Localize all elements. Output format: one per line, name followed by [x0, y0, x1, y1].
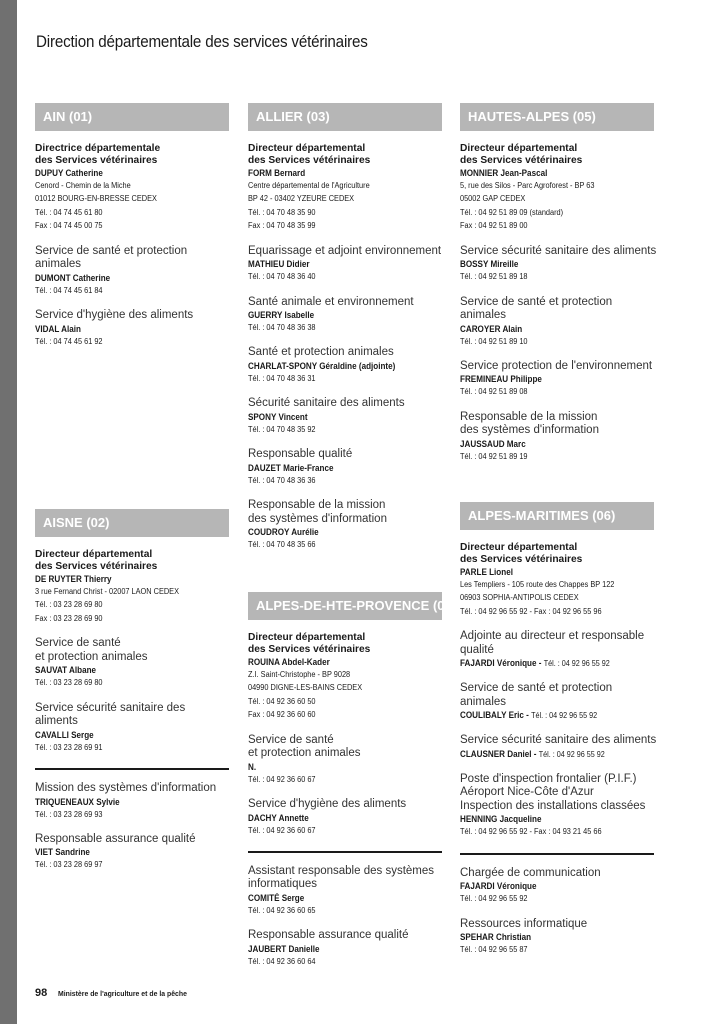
- contact-line: [460, 657, 640, 670]
- service-title-line: Service de santé et protection animales: [460, 682, 613, 708]
- phone: Tél. : 04 70 48 35 66: [248, 540, 316, 550]
- contact-name: COUDROY Aurélie: [248, 527, 319, 538]
- contact-name: CAVALLI Serge: [35, 729, 94, 740]
- phone: Tél. : 04 74 45 61 92: [35, 336, 103, 346]
- phone: Tél. : 04 92 36 60 67: [248, 825, 316, 835]
- page-footer: [35, 987, 198, 999]
- phone: Tél. : 04 92 96 55 92: [460, 894, 528, 904]
- fax: Fax : 04 92 36 60 60: [248, 710, 316, 720]
- section-header-hautes-alpes: HAUTES-ALPES (05): [460, 103, 654, 131]
- service-title-line: Service sécurité sanitaire des aliments: [35, 701, 186, 728]
- service-title: [248, 245, 444, 259]
- phone: Tél. : 04 92 51 89 09 (standard): [460, 207, 564, 217]
- service-title: [460, 296, 660, 323]
- contact-name: FAJARDI Véronique -: [460, 658, 544, 669]
- service-title: [35, 245, 231, 272]
- phone: Tél. : 03 23 28 69 97: [35, 860, 103, 870]
- phone: Tél. : 04 70 48 35 92: [248, 424, 316, 434]
- contact-name: GUERRY Isabelle: [248, 310, 315, 321]
- service-title-line: Ressources informatique: [460, 917, 588, 930]
- address-line: 5, rue des Silos - Parc Agroforest - BP 63: [460, 181, 595, 190]
- separator: [460, 853, 654, 855]
- phone-fax: Tél. : 04 92 96 55 92 - Fax : 04 93 21 45 66: [460, 827, 602, 837]
- service-title-line: Adjointe au directeur et responsable: [460, 630, 645, 643]
- director-title-line: des Services vétérinaires: [460, 554, 583, 565]
- service-title: [248, 448, 444, 462]
- section-aisne: [35, 509, 231, 872]
- service-title: [460, 734, 660, 748]
- phone: Tél. : 04 92 51 89 08: [460, 387, 528, 397]
- service-title-line: des systèmes d'information: [248, 512, 387, 525]
- contact-name: CAROYER Alain: [460, 323, 523, 334]
- phone: Tél. : 03 23 28 69 80: [35, 678, 103, 688]
- phone: Tél. : 03 23 28 69 93: [35, 809, 103, 819]
- service-title-line: Assistant responsable des systèmes: [248, 864, 435, 877]
- phone: Tél. : 04 92 51 89 19: [460, 451, 528, 461]
- address-line: 3 rue Fernand Christ - 02007 LAON CEDEX: [35, 587, 179, 596]
- service-title: [35, 782, 231, 796]
- contact-name: SPONY Vincent: [248, 411, 308, 422]
- service-title: [35, 833, 231, 847]
- contact-line: [460, 709, 640, 722]
- service-title: [248, 296, 444, 310]
- phone: Tél. : 04 70 48 36 31: [248, 373, 316, 383]
- phone: Tél. : 04 92 51 89 18: [460, 272, 528, 282]
- service-title-line: Mission des systèmes d'information: [35, 782, 217, 795]
- left-margin-bar: [0, 0, 17, 1024]
- service-title: [248, 346, 444, 360]
- phone: Tél. : 04 92 96 55 92: [531, 711, 598, 721]
- address-line: BP 42 - 03402 YZEURE CEDEX: [248, 194, 355, 204]
- director-name: DUPUY Catherine: [35, 168, 103, 178]
- page-title: Direction départementale des services vétérinaires: [36, 33, 368, 51]
- service-title: [460, 360, 660, 374]
- service-title: [460, 867, 660, 881]
- service-title-line: Responsable assurance qualité: [248, 929, 409, 942]
- address-line: Les Templiers - 105 route des Chappes BP 122: [460, 580, 615, 589]
- service-title-line: Chargée de communication: [460, 866, 601, 879]
- contact-name: FREMINEAU Philippe: [460, 374, 542, 385]
- phone: Tél. : 04 92 36 60 65: [248, 905, 316, 915]
- fax: Fax : 04 74 45 00 75: [35, 221, 103, 231]
- phone: Tél. : 04 92 96 55 87: [460, 945, 528, 955]
- service-title-line: Service protection de l'environnement: [460, 359, 653, 372]
- service-title-line: et protection animales: [35, 650, 148, 663]
- phone: Tél. : 04 92 96 55 92: [543, 659, 610, 669]
- phone: Tél. : 04 92 96 55 92: [538, 749, 605, 759]
- ministry-name: Ministère de l'agriculture et de la pêche: [58, 989, 187, 998]
- contact-name: SPEHAR Christian: [460, 932, 532, 943]
- service-title-line: qualité: [460, 643, 494, 656]
- phone: Tél. : 04 70 48 36 36: [248, 475, 316, 485]
- service-title-line: Service de santé et protection animales: [460, 295, 613, 322]
- section-alpes-maritimes: [460, 502, 660, 956]
- service-title-line: Service de santé: [248, 733, 334, 746]
- phone: Tél. : 04 74 45 61 80: [35, 207, 103, 217]
- contact-name: JAUSSAUD Marc: [460, 438, 526, 449]
- service-title-line: Aéroport Nice-Côte d'Azur: [460, 786, 594, 799]
- section-header-alpes-de-haute-provence: ALPES-DE-HTE-PROVENCE (04): [248, 592, 442, 620]
- fax: Fax : 03 23 28 69 90: [35, 613, 103, 623]
- service-title: [460, 918, 660, 932]
- director-name: FORM Bernard: [248, 168, 306, 178]
- service-title-line: Responsable de la mission: [248, 499, 386, 512]
- contact-name: SAUVAT Albane: [35, 665, 97, 676]
- contact-name: BOSSY Mireille: [460, 259, 519, 270]
- service-title-line: Santé animale et environnement: [248, 295, 414, 308]
- director-title-line: Directeur départemental: [35, 549, 153, 560]
- contact-name: TRIQUENEAUX Sylvie: [35, 796, 120, 807]
- director-title-line: des Services vétérinaires: [248, 644, 371, 655]
- section-allier: [248, 103, 444, 552]
- service-title-line: Responsable qualité: [248, 448, 353, 461]
- phone: Tél. : 03 23 28 69 91: [35, 742, 103, 752]
- page-number: 98: [35, 987, 48, 999]
- director-title-line: des Services vétérinaires: [35, 155, 158, 166]
- phone: Tél. : 04 70 48 35 90: [248, 207, 316, 217]
- contact-name: MATHIEU Didier: [248, 259, 310, 270]
- contact-name: DAUZET Marie-France: [248, 462, 334, 473]
- service-title-line: Sécurité sanitaire des aliments: [248, 397, 405, 410]
- section-header-aisne: AISNE (02): [35, 509, 229, 537]
- director-title-line: Directrice départementale: [35, 143, 161, 154]
- phone: Tél. : 04 92 51 89 10: [460, 336, 528, 346]
- address-line: Centre départemental de l'Agriculture: [248, 181, 370, 190]
- service-title-line: informatiques: [248, 878, 318, 891]
- phone: Tél. : 04 74 45 61 84: [35, 285, 103, 295]
- fax: Fax : 04 70 48 35 99: [248, 221, 316, 231]
- service-title-line: Service de santé et protection: [35, 244, 188, 257]
- director-name: DE RUYTER Thierry: [35, 574, 112, 584]
- section-ain: [35, 103, 231, 348]
- director-title-line: Directeur départemental: [248, 632, 366, 643]
- director-title-line: des Services vétérinaires: [35, 561, 158, 572]
- service-title-line: Inspection des installations classées: [460, 799, 646, 812]
- director-title-line: des Services vétérinaires: [248, 155, 371, 166]
- section-header-allier: ALLIER (03): [248, 103, 442, 131]
- service-title-line: Service sécurité sanitaire des aliments: [460, 244, 657, 257]
- section-alpes-de-haute-provence: [248, 592, 457, 968]
- contact-name: N.: [248, 761, 257, 772]
- service-title-line: Responsable assurance qualité: [35, 832, 196, 845]
- section-header-ain: AIN (01): [35, 103, 229, 131]
- service-title: [35, 702, 231, 729]
- contact-name: COMITÉ Serge: [248, 892, 305, 903]
- service-title: [248, 397, 444, 411]
- director-title-line: Directeur départemental: [248, 143, 366, 154]
- contact-name: DACHY Annette: [248, 812, 309, 823]
- fax: Fax : 04 92 51 89 00: [460, 221, 528, 231]
- service-title-line: des systèmes d'information: [460, 424, 599, 437]
- service-title: [460, 245, 660, 259]
- section-header-alpes-maritimes: ALPES-MARITIMES (06): [460, 502, 654, 530]
- service-title: [248, 865, 444, 892]
- address-line: Z.I. Saint-Christophe - BP 9028: [248, 670, 351, 679]
- service-title: [460, 682, 660, 709]
- section-hautes-alpes: [460, 103, 660, 463]
- address-line: Cenord - Chemin de la Miche: [35, 181, 131, 190]
- phone: Tél. : 04 70 48 36 38: [248, 323, 316, 333]
- service-title-line: Equarissage et adjoint environnement: [248, 244, 442, 257]
- phone: Tél. : 03 23 28 69 80: [35, 600, 103, 610]
- phone-fax: Tél. : 04 92 96 55 92 - Fax : 04 92 96 55 96: [460, 606, 602, 616]
- director-name: PARLE Lionel: [460, 567, 513, 577]
- contact-name: VIET Sandrine: [35, 847, 90, 858]
- director-name: MONNIER Jean-Pascal: [460, 168, 548, 178]
- contact-name: COULIBALY Eric -: [460, 710, 532, 721]
- service-title: [460, 630, 660, 657]
- service-title: [248, 499, 444, 526]
- phone: Tél. : 04 70 48 36 40: [248, 272, 316, 282]
- contact-line: [460, 748, 640, 761]
- contact-name: DUMONT Catherine: [35, 272, 111, 283]
- address-line: 05002 GAP CEDEX: [460, 194, 526, 204]
- service-title: [248, 929, 444, 943]
- address-line: 04990 DIGNE-LES-BAINS CEDEX: [248, 683, 363, 693]
- director-name: ROUINA Abdel-Kader: [248, 657, 330, 667]
- service-title: [35, 309, 231, 323]
- contact-name: JAUBERT Danielle: [248, 943, 320, 954]
- contact-name: CLAUSNER Daniel -: [460, 748, 539, 759]
- service-title: [248, 798, 444, 812]
- separator: [35, 768, 229, 770]
- contact-name: FAJARDI Véronique: [460, 881, 537, 892]
- service-title-line: Santé et protection animales: [248, 346, 394, 359]
- director-title-line: Directeur départemental: [460, 143, 578, 154]
- service-title-line: et protection animales: [248, 747, 361, 760]
- contact-name: CHARLAT-SPONY Géraldine (adjointe): [248, 360, 396, 371]
- address-line: 06903 SOPHIA-ANTIPOLIS CEDEX: [460, 593, 579, 603]
- address-line: 01012 BOURG-EN-BRESSE CEDEX: [35, 194, 157, 204]
- service-title-line: Poste d'inspection frontalier (P.I.F.): [460, 772, 637, 785]
- service-title-line: Service d'hygiène des aliments: [248, 798, 407, 811]
- contact-name: VIDAL Alain: [35, 323, 81, 334]
- service-title: [248, 734, 444, 761]
- service-title: [35, 637, 231, 664]
- service-title-line: Responsable de la mission: [460, 410, 598, 423]
- service-title-line: Service de santé: [35, 637, 121, 650]
- phone: Tél. : 04 92 36 60 50: [248, 696, 316, 706]
- separator: [248, 851, 442, 853]
- service-title-line: Service d'hygiène des aliments: [35, 309, 194, 322]
- contact-name: HENNING Jacqueline: [460, 814, 542, 825]
- service-title-line: animales: [35, 258, 82, 271]
- director-title-line: Directeur départemental: [460, 542, 578, 553]
- phone: Tél. : 04 92 36 60 64: [248, 956, 316, 966]
- service-title: [460, 773, 660, 814]
- service-title-line: Service sécurité sanitaire des aliments: [460, 734, 657, 747]
- director-title-line: des Services vétérinaires: [460, 155, 583, 166]
- service-title: [460, 411, 660, 438]
- phone: Tél. : 04 92 36 60 67: [248, 774, 316, 784]
